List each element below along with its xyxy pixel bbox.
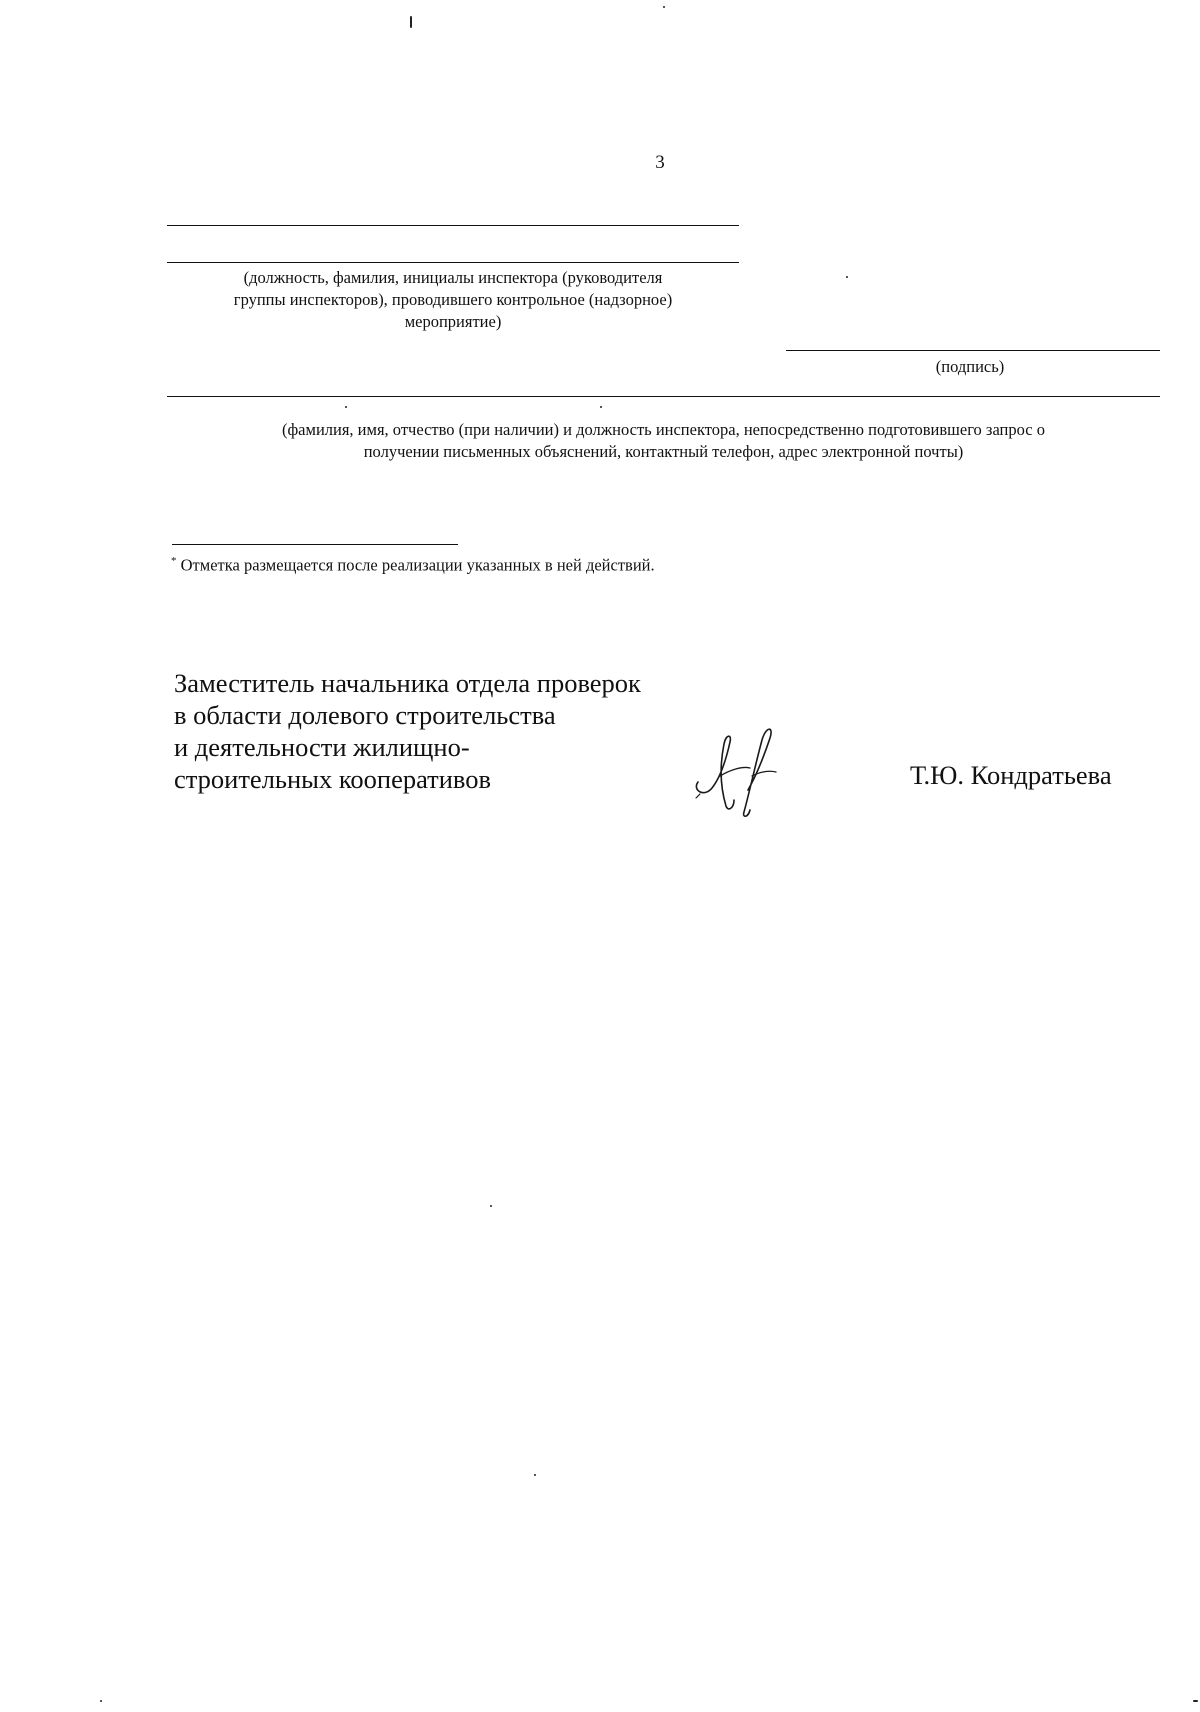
footnote-marker: *: [171, 555, 177, 567]
signer-title: [174, 667, 734, 795]
scan-speck: [410, 16, 412, 28]
signer-title-line: строительных кооперативов: [174, 764, 492, 794]
scan-speck: [846, 276, 848, 278]
preparer-blank-line: [167, 396, 1160, 397]
scan-speck: [663, 6, 665, 8]
preparer-caption-line: (фамилия, имя, отчество (при наличии) и должность инспектора, непосредственно подготовившего запрос о: [282, 420, 1045, 439]
inspector-caption-line: мероприятие): [404, 312, 502, 331]
inspector-blank-line-1: [167, 225, 739, 226]
inspector-blank-line-2: [167, 262, 739, 263]
signer-title-line: Заместитель начальника отдела проверок: [174, 668, 641, 698]
signature-blank-line: [786, 350, 1160, 351]
signer-title-line: и деятельности жилищно-: [174, 732, 470, 762]
inspector-caption-line: (должность, фамилия, инициалы инспектора (руководителя: [243, 268, 663, 287]
signer-title-line: в области долевого строительства: [174, 700, 556, 730]
preparer-caption-line: получении письменных объяснений, контактный телефон, адрес электронной почты): [363, 442, 964, 461]
footnote-separator: [172, 544, 458, 545]
inspector-caption-line: группы инспекторов), проводившего контрольное (надзорное): [233, 290, 673, 309]
scan-speck: [600, 406, 602, 408]
footnote-text: Отметка размещается после реализации указанных в ней действий.: [180, 555, 655, 575]
signature-caption: (подпись): [935, 357, 1005, 376]
scan-speck: [490, 1205, 492, 1207]
preparer-caption: [167, 419, 1160, 463]
signer-name: Т.Ю. Кондратьева: [910, 760, 1112, 790]
footnote: [171, 555, 971, 576]
scan-speck: [345, 406, 347, 408]
scan-speck: [534, 1474, 536, 1476]
inspector-caption: [167, 267, 739, 333]
scan-speck: [100, 1700, 102, 1702]
page-number: 3: [655, 152, 665, 173]
scan-speck: [1193, 1700, 1198, 1702]
handwritten-signature: [690, 720, 800, 820]
